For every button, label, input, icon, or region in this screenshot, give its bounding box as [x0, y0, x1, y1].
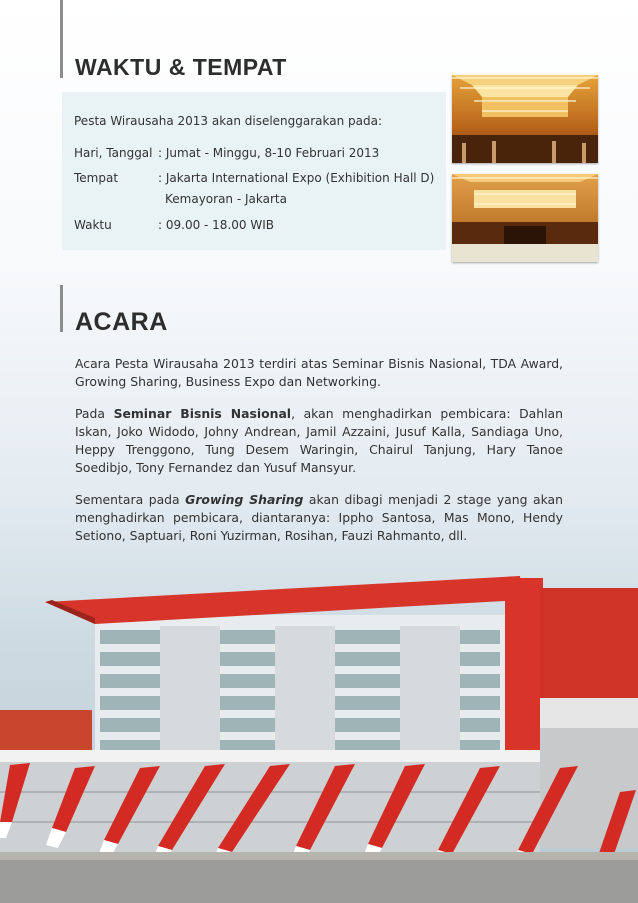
date-value: : Jumat - Minggu, 8-10 Februari 2013: [158, 146, 380, 160]
acara-paragraph-2: [75, 405, 563, 477]
acara-accent-bar: [60, 285, 63, 332]
acara-paragraph-1: Acara Pesta Wirausaha 2013 terdiri atas Seminar Bisnis Nasional, TDA Award, Growing Sharing, Business Expo dan Networking.: [75, 356, 563, 389]
p3-speakers: akan dibagi menjadi 2 stage yang akan menghadirkan pembicara, diantaranya: Ippho Santosa, Mas Mono, Hendy Setiono, Saptuari, Roni Yuzirman, Rosihan, Fauzi Rahmanto, dll.: [75, 492, 563, 543]
place-value: : Jakarta International Expo (Exhibition Hall D): [158, 171, 435, 185]
p2-speakers: , akan menghadirkan pembicara: Dahlan Iskan, Joko Widodo, Johny Andrean, Jamil Azzaini, Jusuf Kalla, Sandiaga Uno, Heppy Trenggono, Tung Desem Waringin, Chairul Tanjung, Hary Tanoe Soedibjo, Tony Fernandez dan Yusuf Mansyur.: [75, 406, 563, 475]
waktu-tempat-heading: WAKTU & TEMPAT: [75, 54, 287, 80]
p2-lead: Pada: [75, 406, 114, 421]
time-value: : 09.00 - 18.00 WIB: [158, 218, 274, 232]
acara-heading: ACARA: [75, 308, 168, 336]
growing-sharing-name: Growing Sharing: [185, 492, 304, 507]
acara-paragraph-3: [75, 491, 563, 545]
place-label: Tempat: [74, 171, 119, 185]
seminar-name: Seminar Bisnis Nasional: [113, 406, 292, 421]
time-label: Waktu: [74, 218, 112, 232]
hall-photo-1: [452, 75, 598, 163]
acara-body: [75, 355, 563, 559]
exhibition-hall-illustration: [0, 560, 638, 903]
event-intro: Pesta Wirausaha 2013 akan diselenggarakan pada:: [74, 114, 383, 128]
hall-photo-2: [452, 174, 598, 262]
event-info-box: [62, 92, 446, 250]
p3-lead: Sementara pada: [75, 492, 186, 507]
date-label: Hari, Tanggal: [74, 146, 153, 160]
place-value-2: Kemayoran - Jakarta: [165, 192, 287, 206]
top-accent-bar: [60, 0, 63, 78]
